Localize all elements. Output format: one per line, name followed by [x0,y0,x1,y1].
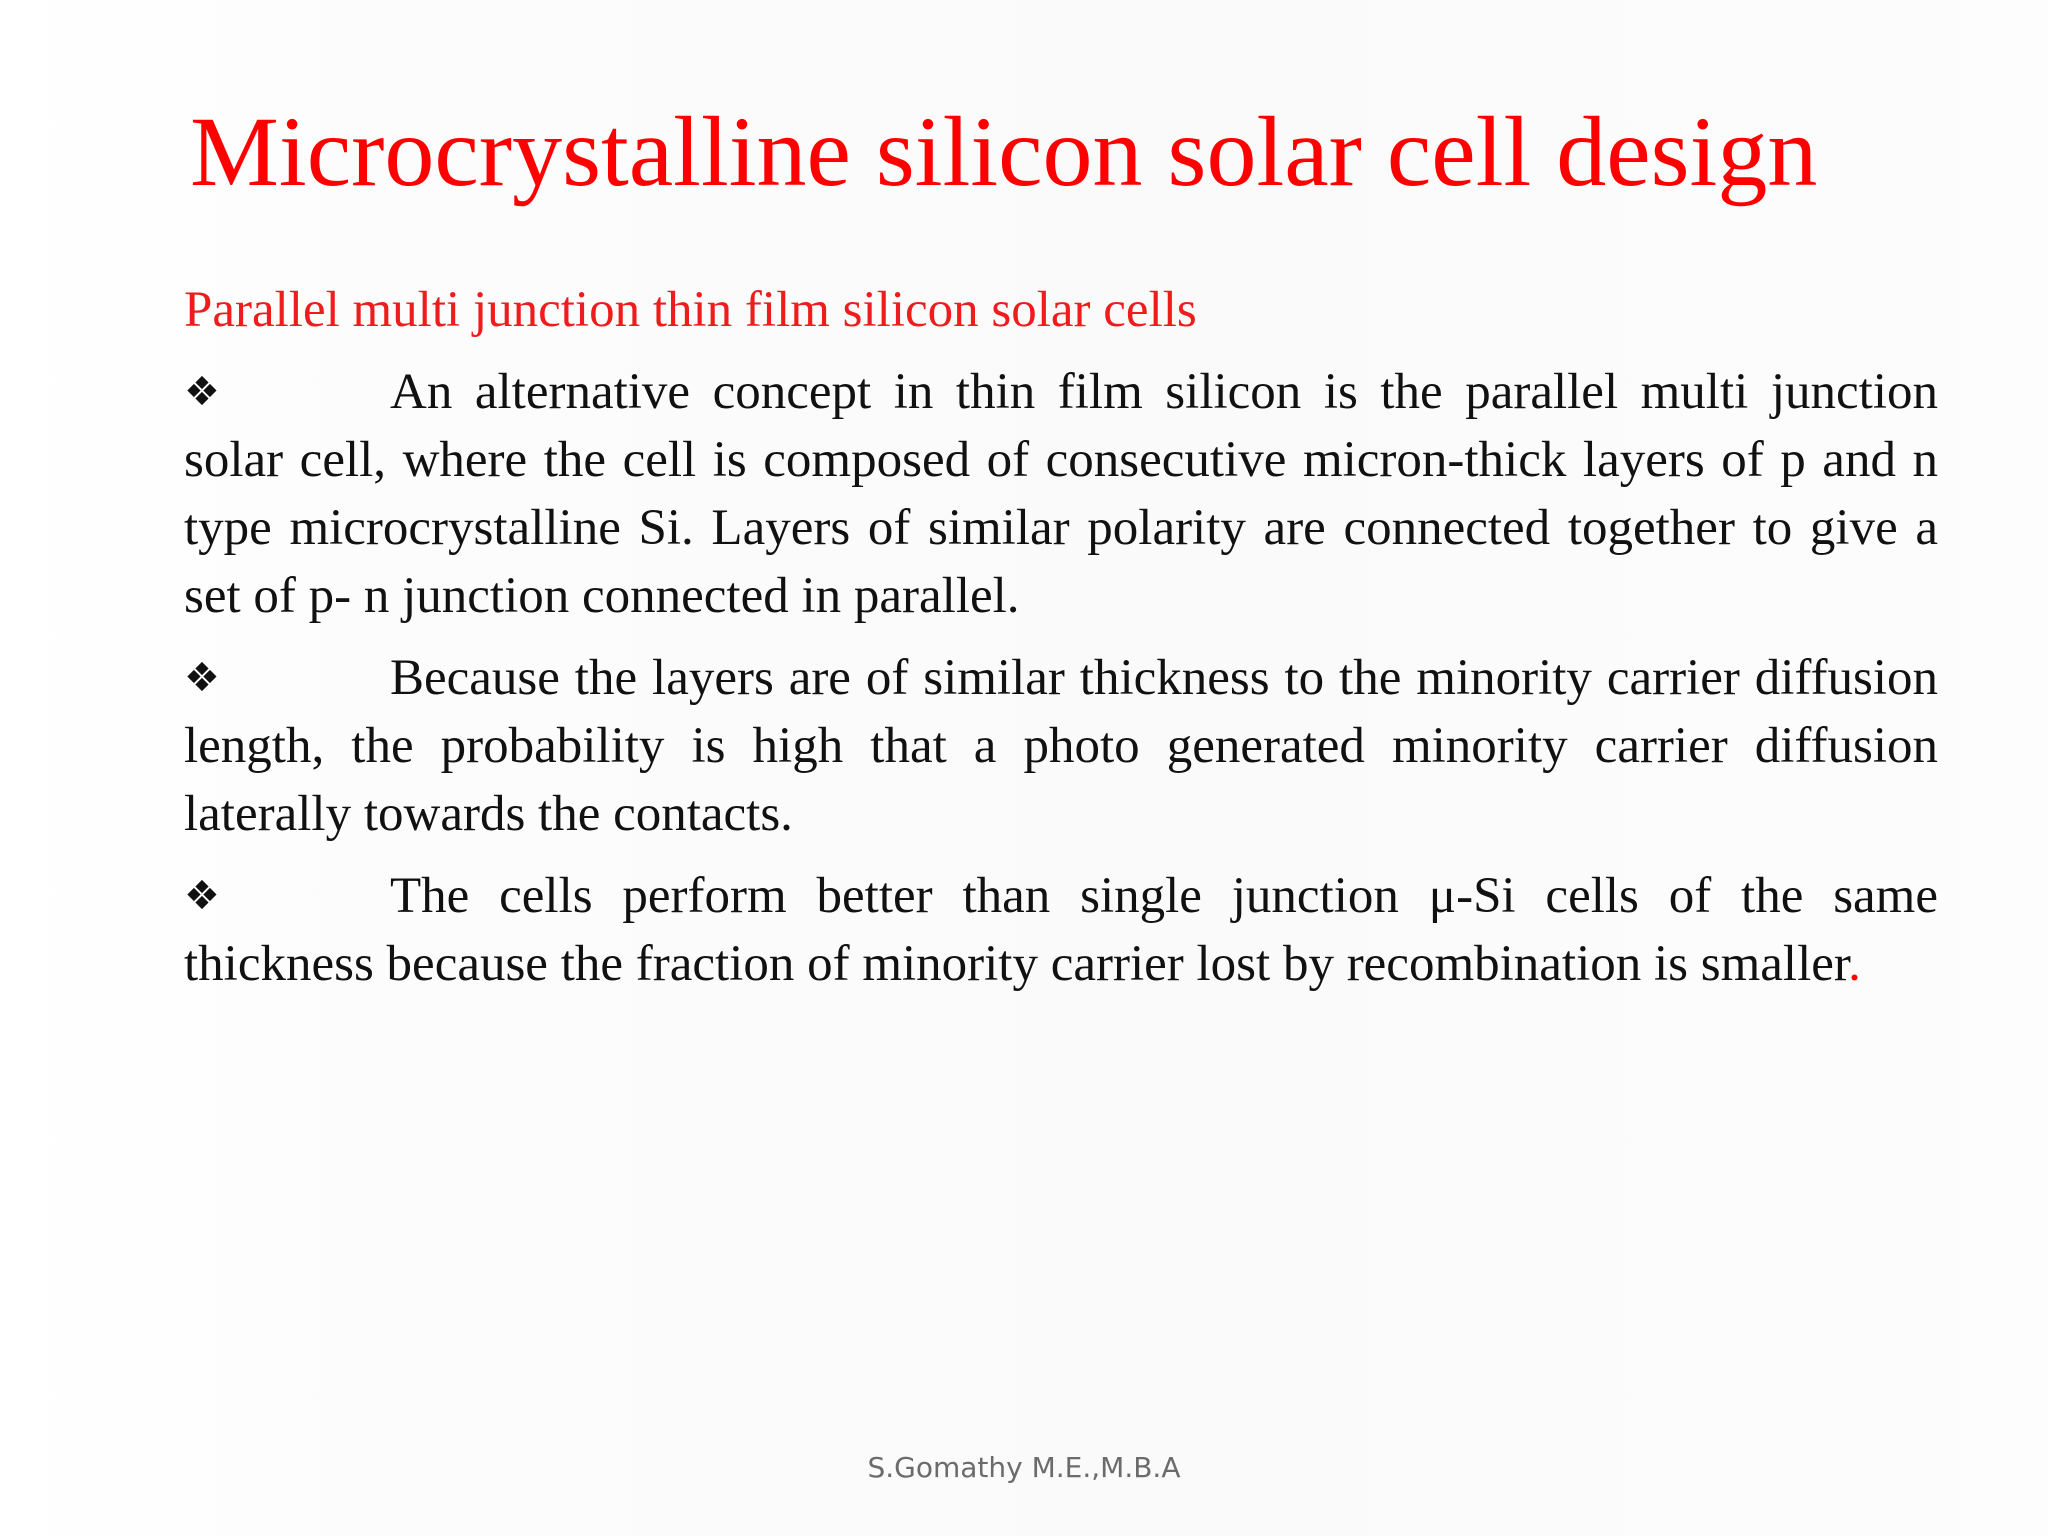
paragraph-text: Because the layers are of similar thickness to the minority carrier diffusion length, the probability is high that a photo generated minority carrier diffusion laterally towards the contacts. [184,650,1938,842]
trailing-period: . [1848,936,1861,992]
slide-footer: S.Gomathy M.E.,M.B.A [867,1451,1181,1484]
diamond-bullet-icon: ❖ [184,873,220,919]
bullet-paragraph-1 [184,358,1938,630]
slide-title: Microcrystalline silicon solar cell design [190,96,1818,207]
slide-subtitle: Parallel multi junction thin film silicon solar cells [184,282,1197,338]
bullet-paragraph-2 [184,644,1938,848]
paragraph-text: The cells perform better than single junction μ-Si cells of the same thickness because the fraction of minority carrier lost by recombination is smaller [184,868,1938,992]
paragraph-text: An alternative concept in thin film silicon is the parallel multi junction solar cell, where the cell is composed of consecutive micron-thick layers of p and n type microcrystalline Si. Layers of similar polarity are connected together to give a set of p- n junction connected in parallel. [184,364,1938,624]
diamond-bullet-icon: ❖ [184,655,220,701]
bullet-paragraph-3 [184,862,1938,998]
slide-content [184,276,1938,1012]
diamond-bullet-icon: ❖ [184,369,220,415]
